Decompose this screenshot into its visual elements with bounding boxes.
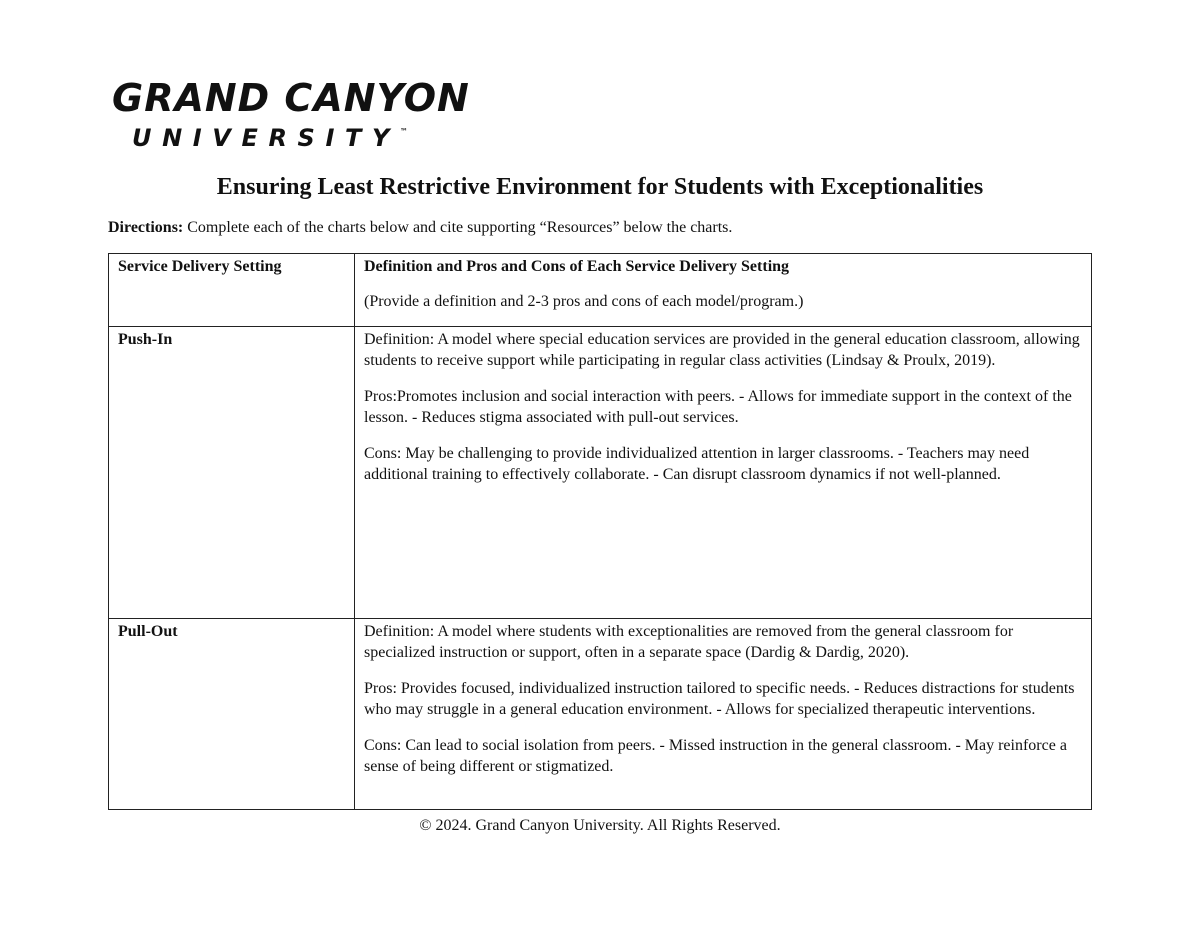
logo-trademark: ™ (399, 127, 408, 136)
footer (0, 816, 1200, 836)
service-delivery-table (108, 253, 1092, 810)
directions-label: Directions: (108, 219, 184, 236)
definition-text: Definition: A model where special education services are provided in the general education classroom, allowing students to receive support while participating in regular class activities (Lindsay & Proulx, 2019). (364, 331, 1080, 369)
setting-label: Push-In (118, 331, 173, 348)
pros-text: Pros:Promotes inclusion and social interaction with peers. - Allows for immediate support in the context of the lesson. - Reduces stigma associated with pull-out services. (364, 388, 1072, 426)
definition-text: Definition: A model where students with exceptionalities are removed from the general classroom for specialized instruction or support, often in a separate space (Dardig & Dardig, 2020). (364, 623, 1014, 661)
header-definition-label: Definition and Pros and Cons of Each Service Delivery Setting (364, 258, 790, 275)
logo-university-text: UNIVERSITY (132, 124, 400, 152)
table-header-row (109, 254, 1092, 327)
header-setting-cell (109, 254, 355, 327)
university-logo (112, 76, 470, 152)
definition-cell-pull-out (355, 619, 1092, 810)
document-title: Ensuring Least Restrictive Environment for Students with Exceptionalities (216, 174, 984, 200)
header-instruction: (Provide a definition and 2-3 pros and cons of each model/program.) (364, 293, 804, 310)
directions (108, 218, 1098, 238)
logo-wordmark-university (132, 118, 408, 152)
table-row (109, 327, 1092, 619)
header-setting-label: Service Delivery Setting (118, 258, 282, 275)
table-row (109, 619, 1092, 810)
logo-wordmark-grand-canyon: GRAND CANYON (112, 76, 470, 120)
pros-text: Pros: Provides focused, individualized instruction tailored to specific needs. - Reduces distractions for students who may struggle in a general education environment. - Allows for specialized therapeutic interventions. (364, 680, 1075, 718)
setting-cell-push-in (109, 327, 355, 619)
header-definition-cell (355, 254, 1092, 327)
copyright-text: © 2024. Grand Canyon University. All Rights Reserved. (419, 817, 781, 834)
cons-text: Cons: Can lead to social isolation from peers. - Missed instruction in the general classroom. - May reinforce a sense of being different or stigmatized. (364, 737, 1067, 775)
directions-text: Complete each of the charts below and cite supporting “Resources” below the charts. (183, 219, 733, 236)
setting-label: Pull-Out (118, 623, 178, 640)
setting-cell-pull-out (109, 619, 355, 810)
cons-text: Cons: May be challenging to provide individualized attention in larger classrooms. - Teachers may need additional training to effectively collaborate. - Can disrupt classroom dynamics if not well-planned. (364, 445, 1030, 483)
definition-cell-push-in (355, 327, 1092, 619)
